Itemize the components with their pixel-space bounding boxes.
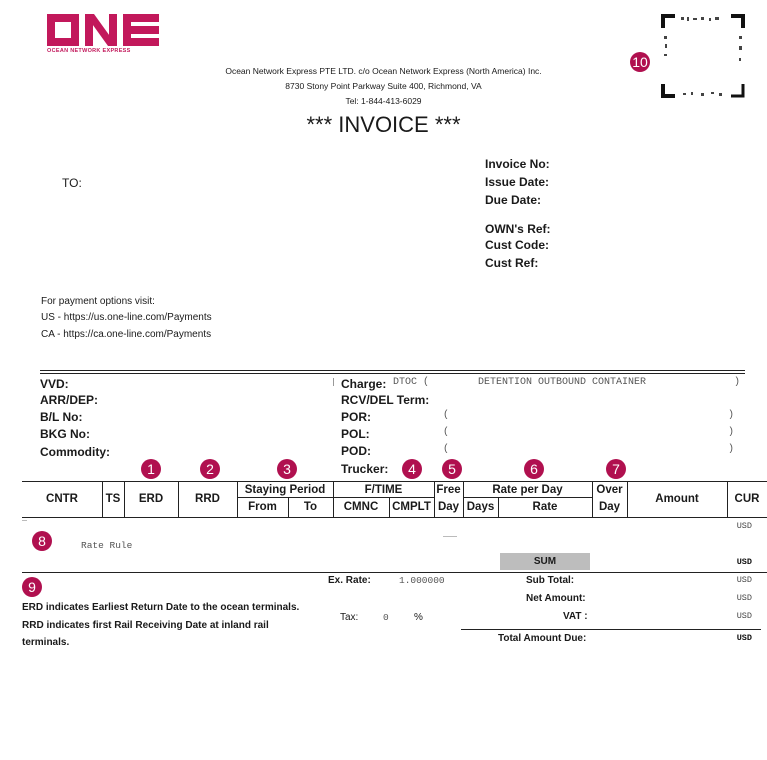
charge-code: DTOC ( xyxy=(393,377,430,388)
note-rrd-cont: terminals. xyxy=(22,637,70,648)
pod-label: POD: xyxy=(341,444,371,458)
col-free-day: Day xyxy=(437,501,460,513)
owns-ref-label: OWN's Ref: xyxy=(485,222,551,236)
col-to: To xyxy=(303,501,318,513)
ex-rate-value: 1.000000 xyxy=(399,575,445,586)
one-logo xyxy=(47,14,159,46)
por-close: ) xyxy=(728,410,735,421)
vvd-label: VVD: xyxy=(40,377,69,391)
bkg-no-label: BKG No: xyxy=(40,427,90,441)
col-rrd: RRD xyxy=(195,493,220,505)
table-top-line xyxy=(22,481,767,482)
col-ftime: F/TIME xyxy=(364,484,403,496)
net-amount-label: Net Amount: xyxy=(526,593,586,604)
divider xyxy=(22,520,27,521)
note-erd: ERD indicates Earliest Return Date to the ocean terminals. xyxy=(22,602,300,613)
sub-total-label: Sub Total: xyxy=(526,575,575,586)
badge-5: 5 xyxy=(442,459,462,479)
charge-close: ) xyxy=(734,377,741,388)
col-over: Over xyxy=(596,484,623,496)
col-cmplt: CMPLT xyxy=(392,501,431,513)
pol-label: POL: xyxy=(341,427,370,441)
net-amount-currency: USD xyxy=(736,593,752,603)
due-date-label: Due Date: xyxy=(485,193,542,207)
total-line xyxy=(461,629,761,630)
payment-intro: For payment options visit: xyxy=(41,296,155,307)
bl-no-label: B/L No: xyxy=(40,410,83,424)
qr-code-icon xyxy=(661,14,745,98)
logo-subtitle: OCEAN NETWORK EXPRESS xyxy=(47,48,131,54)
payment-ca-link[interactable]: CA - https://ca.one-line.com/Payments xyxy=(41,329,212,340)
row-currency: USD xyxy=(736,521,752,531)
badge-6: 6 xyxy=(524,459,544,479)
col-rate: Rate xyxy=(532,501,558,513)
badge-7: 7 xyxy=(606,459,626,479)
col-staying-period: Staying Period xyxy=(244,484,326,496)
totals-top-line xyxy=(22,572,767,573)
por-label: POR: xyxy=(341,410,371,424)
col-ts: TS xyxy=(105,493,121,505)
sum-currency: USD xyxy=(736,557,752,567)
divider xyxy=(463,497,592,498)
sub-total-currency: USD xyxy=(736,575,752,585)
to-label: TO: xyxy=(62,176,82,190)
divider xyxy=(333,378,334,386)
tax-percent: % xyxy=(414,612,423,623)
col-cmnc: CMNC xyxy=(343,501,379,513)
badge-10: 10 xyxy=(630,52,650,72)
badge-4: 4 xyxy=(402,459,422,479)
address-line-1: Ocean Network Express PTE LTD. c/o Ocean Network Express (North America) Inc. xyxy=(225,66,542,76)
badge-9: 9 xyxy=(22,577,42,597)
badge-8: 8 xyxy=(32,531,52,551)
rcv-del-label: RCV/DEL Term: xyxy=(341,393,430,407)
badge-1: 1 xyxy=(141,459,161,479)
badge-3: 3 xyxy=(277,459,297,479)
tax-value: 0 xyxy=(383,612,389,623)
col-cur: CUR xyxy=(734,493,760,505)
phone: Tel: 1-844-413-6029 xyxy=(345,96,422,106)
cust-code-label: Cust Code: xyxy=(485,238,549,252)
pol-open: ( xyxy=(443,427,450,438)
col-cntr: CNTR xyxy=(46,493,78,505)
vat-label: VAT : xyxy=(563,611,588,622)
divider xyxy=(40,373,745,374)
cust-ref-label: Cust Ref: xyxy=(485,256,539,270)
col-over-day: Day xyxy=(598,501,621,513)
address-line-2: 8730 Stony Point Parkway Suite 400, Richmond, VA xyxy=(285,81,482,91)
charge-label: Charge: xyxy=(341,377,387,391)
invoice-title: *** INVOICE *** xyxy=(306,112,461,137)
por-open: ( xyxy=(443,410,450,421)
charge-description: DETENTION OUTBOUND CONTAINER xyxy=(478,377,647,388)
table-bottom-line xyxy=(22,517,767,518)
col-rate-per-day: Rate per Day xyxy=(492,484,563,496)
total-due-currency: USD xyxy=(736,633,752,643)
invoice-no-label: Invoice No: xyxy=(485,157,550,171)
note-rrd: RRD indicates first Rail Receiving Date at inland rail xyxy=(22,620,269,631)
divider xyxy=(333,497,434,498)
pol-close: ) xyxy=(728,427,735,438)
divider xyxy=(40,370,745,371)
issue-date-label: Issue Date: xyxy=(485,175,550,189)
pod-open: ( xyxy=(443,444,450,455)
vat-currency: USD xyxy=(736,611,752,621)
commodity-label: Commodity: xyxy=(40,445,110,459)
arr-dep-label: ARR/DEP: xyxy=(40,393,99,407)
pod-close: ) xyxy=(728,444,735,455)
col-amount: Amount xyxy=(655,493,699,505)
sum-header: SUM xyxy=(500,553,590,570)
rate-rule-label: Rate Rule xyxy=(81,540,133,551)
divider xyxy=(443,536,457,537)
col-free: Free xyxy=(436,484,461,496)
col-erd: ERD xyxy=(138,493,164,505)
divider xyxy=(237,497,333,498)
ex-rate-label: Ex. Rate: xyxy=(328,575,371,586)
trucker-label: Trucker: xyxy=(341,462,389,476)
tax-label: Tax: xyxy=(340,612,359,623)
payment-us-link[interactable]: US - https://us.one-line.com/Payments xyxy=(41,312,212,323)
total-due-label: Total Amount Due: xyxy=(498,633,587,644)
col-from: From xyxy=(248,501,277,513)
col-days: Days xyxy=(466,501,495,513)
badge-2: 2 xyxy=(200,459,220,479)
